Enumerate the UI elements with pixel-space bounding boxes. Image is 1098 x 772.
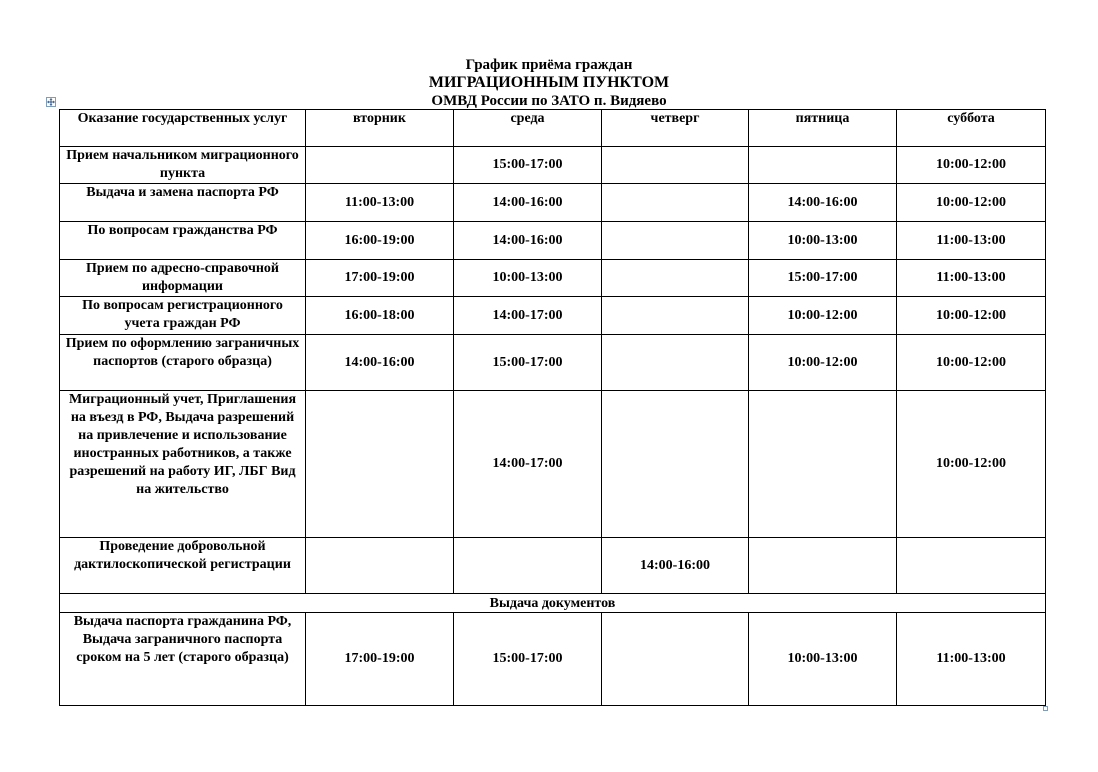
table-row [60,297,1046,335]
time-cell: 10:00-12:00 [749,335,897,391]
time-cell: 10:00-12:00 [897,335,1046,391]
time-cell: 11:00-13:00 [897,613,1046,706]
time-cell: 17:00-19:00 [306,260,454,297]
time-cell [306,391,454,538]
time-cell: 14:00-16:00 [454,184,602,222]
time-cell [602,613,749,706]
header-friday: пятница [749,110,897,147]
table-row [60,260,1046,297]
time-cell: 10:00-12:00 [897,391,1046,538]
time-cell [602,184,749,222]
time-cell [749,391,897,538]
table-row [60,391,1046,538]
time-cell: 10:00-12:00 [897,184,1046,222]
time-cell [454,538,602,594]
table-row [60,538,1046,594]
time-cell [306,147,454,184]
time-cell [897,538,1046,594]
service-cell: Прием по оформлению заграничных паспортов (старого образца) [60,335,306,391]
time-cell [602,391,749,538]
service-cell: Выдача и замена паспорта РФ [60,184,306,222]
time-cell [306,538,454,594]
time-cell: 11:00-13:00 [897,222,1046,260]
time-cell: 10:00-12:00 [897,297,1046,335]
time-cell [602,147,749,184]
service-cell: Выдача паспорта гражданина РФ, Выдача заграничного паспорта сроком на 5 лет (старого образца) [60,613,306,706]
schedule-table [59,109,1046,706]
time-cell: 14:00-16:00 [454,222,602,260]
section-row [60,594,1046,613]
time-cell: 10:00-13:00 [749,613,897,706]
service-cell: Проведение добровольной дактилоскопической регистрации [60,538,306,594]
service-cell: По вопросам регистрационного учета граждан РФ [60,297,306,335]
time-cell: 10:00-12:00 [897,147,1046,184]
time-cell: 14:00-16:00 [749,184,897,222]
time-cell: 15:00-17:00 [454,335,602,391]
time-cell: 14:00-17:00 [454,391,602,538]
table-move-handle-icon[interactable] [46,97,56,107]
header-tuesday: вторник [306,110,454,147]
time-cell: 11:00-13:00 [306,184,454,222]
table-row [60,147,1046,184]
section-title: Выдача документов [60,594,1046,613]
time-cell: 17:00-19:00 [306,613,454,706]
table-resize-handle[interactable] [1043,706,1048,711]
time-cell: 16:00-19:00 [306,222,454,260]
service-cell: Прием по адресно-справочной информации [60,260,306,297]
time-cell [602,260,749,297]
time-cell: 10:00-13:00 [454,260,602,297]
table-row [60,335,1046,391]
service-cell: По вопросам гражданства РФ [60,222,306,260]
time-cell [602,222,749,260]
time-cell: 11:00-13:00 [897,260,1046,297]
time-cell: 15:00-17:00 [454,147,602,184]
header-wednesday: среда [454,110,602,147]
time-cell: 14:00-17:00 [454,297,602,335]
service-cell: Миграционный учет, Приглашения на въезд в РФ, Выдача разрешений на привлечение и использование иностранных работников, а также разрешений на работу ИГ, ЛБГ Вид на жительство [60,391,306,538]
time-cell [749,147,897,184]
time-cell: 14:00-16:00 [306,335,454,391]
header-saturday: суббота [897,110,1046,147]
time-cell: 10:00-12:00 [749,297,897,335]
header-service: Оказание государственных услуг [60,110,306,147]
header-thursday: четверг [602,110,749,147]
time-cell: 15:00-17:00 [749,260,897,297]
table-row [60,613,1046,706]
time-cell: 16:00-18:00 [306,297,454,335]
time-cell [749,538,897,594]
time-cell: 14:00-16:00 [602,538,749,594]
time-cell: 10:00-13:00 [749,222,897,260]
service-cell: Прием начальником миграционного пункта [60,147,306,184]
time-cell [602,335,749,391]
time-cell: 15:00-17:00 [454,613,602,706]
title-line-2: МИГРАЦИОННЫМ ПУНКТОМ [428,74,670,91]
table-row [60,222,1046,260]
document-title [0,56,1098,110]
title-line-1: График приёма граждан [465,57,633,73]
header-row [60,110,1046,147]
table-row [60,184,1046,222]
title-line-3: ОМВД России по ЗАТО п. Видяево [431,93,667,109]
time-cell [602,297,749,335]
